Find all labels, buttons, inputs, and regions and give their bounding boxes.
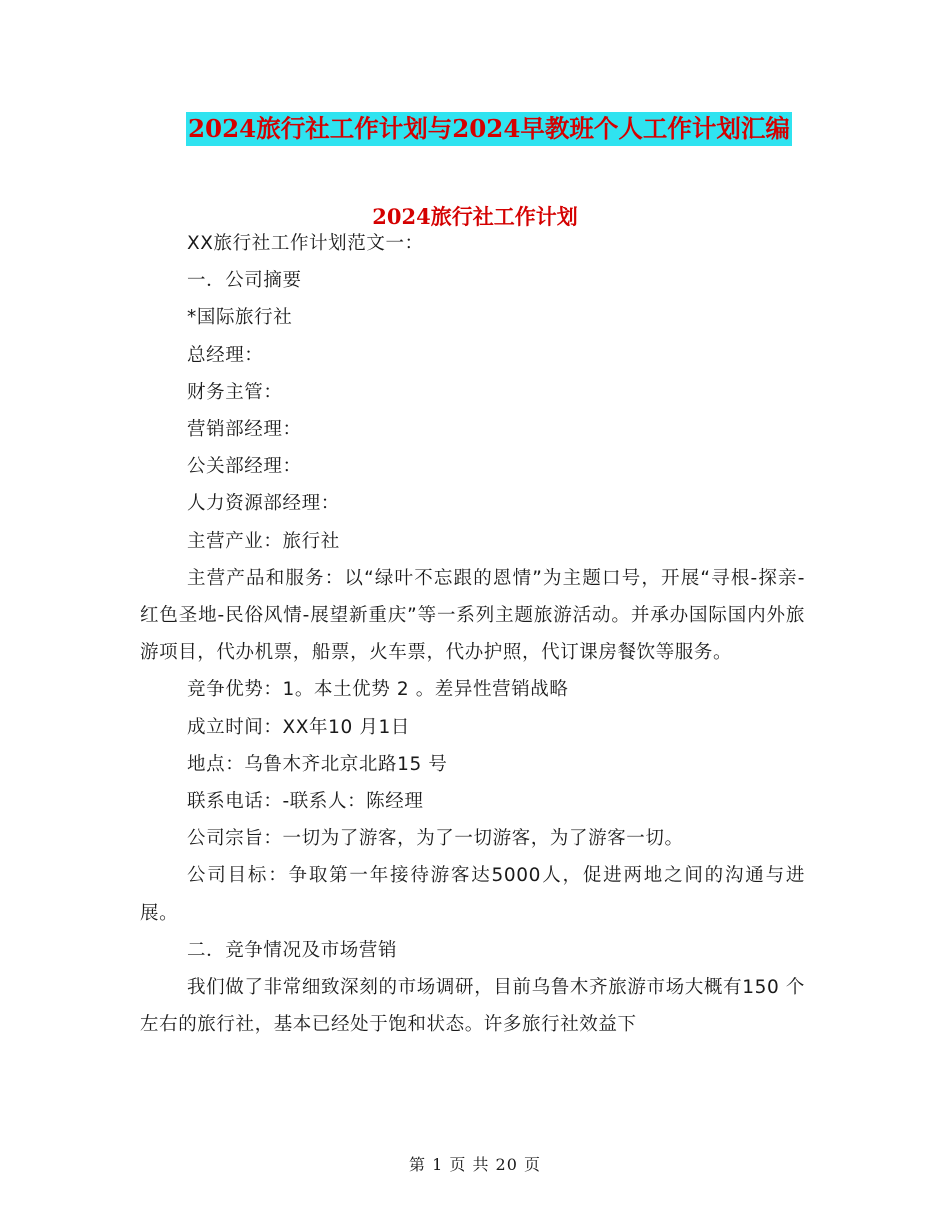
page-footer: 第 1 页 共 20 页 (409, 1155, 541, 1174)
paragraph: 我们做了非常细致深刻的市场调研，目前乌鲁木齐旅游市场大概有150 个左右的旅行社，基本已经处于饱和状态。许多旅行社效益下 (140, 977, 805, 1036)
paragraph: 地点：乌鲁木齐北京北路15 号 (187, 753, 448, 775)
paragraph: 财务主管： (187, 381, 283, 403)
paragraph: 公司宗旨：一切为了游客，为了一切游客，为了游客一切。 (187, 828, 684, 850)
document-title: 2024旅行社工作计划与2024早教班个人工作计划汇编 (186, 112, 792, 146)
paragraph: *国际旅行社 (187, 307, 293, 329)
document-body (140, 225, 805, 1043)
paragraph: 联系电话：-联系人：陈经理 (187, 791, 424, 813)
paragraph: 人力资源部经理： (187, 493, 340, 515)
paragraph: XX旅行社工作计划范文一： (187, 233, 424, 254)
paragraph: 主营产品和服务：以“绿叶不忘跟的恩情”为主题口号，开展“寻根-探亲-红色圣地-民俗风情-展望新重庆”等一系列主题旅游活动。并承办国际国内外旅游项目，代办机票，船票，火车票，代办护照，代订课房餐饮等服务。 (140, 567, 805, 664)
paragraph: 总经理： (187, 344, 264, 366)
paragraph: 公关部经理： (187, 456, 302, 478)
paragraph: 竞争优势：1。本土优势 2 。差异性营销战略 (187, 679, 569, 701)
paragraph: 二．竞争情况及市场营销 (187, 939, 398, 961)
paragraph: 一．公司摘要 (187, 270, 302, 292)
section-title: 2024旅行社工作计划 (372, 204, 578, 229)
paragraph: 成立时间：XX年10 月1日 (187, 716, 410, 738)
paragraph: 主营产业：旅行社 (187, 530, 340, 552)
paragraph: 营销部经理： (187, 419, 302, 441)
paragraph: 公司目标：争取第一年接待游客达5000人，促进两地之间的沟通与进展。 (140, 865, 805, 924)
